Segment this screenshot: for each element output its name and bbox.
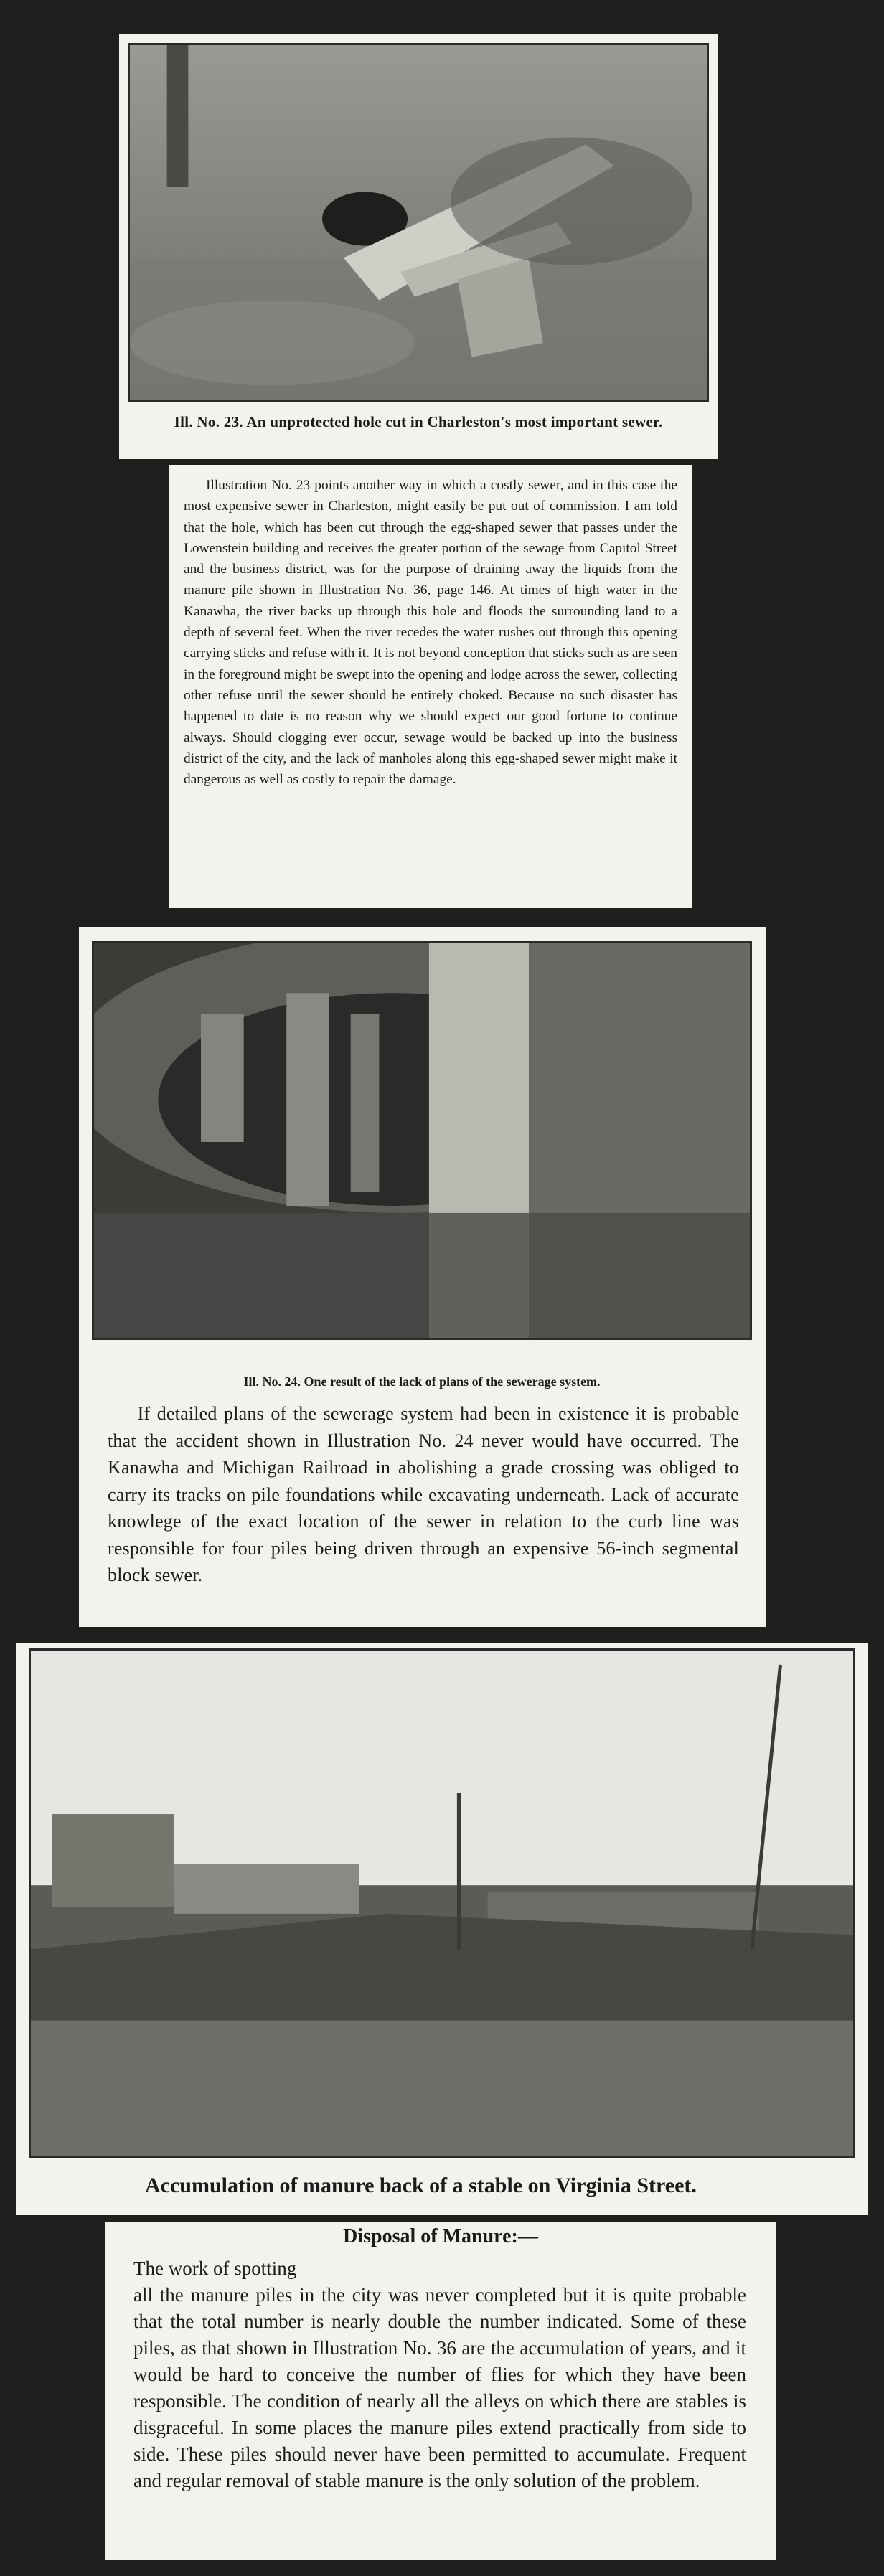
paragraph-text: Illustration No. 23 points another way in which a costly sewer, and in this case the most expensive sewer in Charleston, might easily be put out of commission. I am told that the hole, which has been cut through the egg-shaped sewer that passes under the Lowenstein building and receives the greater portion of the sewage from Capitol Street and the business district, was for the purpose of draining away the liquids from the manure pile shown in Illustration No. 36, page 146. At times of high water in the Kanawha, the river backs up through this hole and floods the surrounding land to a depth of several feet. When the river recedes the water rushes out through this opening carrying sticks and refuse with it. It is not beyond conception that sticks such as are seen in the foreground might be swept into the opening and lodge across the sewer, collecting other refuse until the sewer should be entirely choked. Because no such disaster has happened to date is no reason why we should expect our good fortune to continue always. Should clogging ever occur, sewage would be backed up into the business district of the city, and the lack of manholes along this egg-shaped sewer might make it dangerous as well as costly to repair the damage. [184, 478, 677, 788]
photo-caption-ill-24: Ill. No. 24. One result of the lack of plans of the sewerage system. [243, 1374, 601, 1389]
photo-stable [29, 1648, 855, 2158]
photo-caption-ill-23: Ill. No. 23. An unprotected hole cut in Charleston's most important sewer. [174, 413, 663, 430]
photo-ill-23 [128, 43, 709, 402]
text-panel-ill-23 [169, 465, 692, 908]
paragraph-text: all the manure piles in the city was never completed but it is quite probable that the total number is nearly double the number indicated. Some of these piles, as that shown in Illustration No. 36 are the accumulation of years, and it would be hard to conceive the number of flies for which they have been responsible. The condition of nearly all the alleys on which there are stables is disgraceful. In some places the manure piles extend practically from side to side. These piles should never have been permitted to accumulate. Frequent and regular removal of stable manure is the only solution of the problem. [133, 2284, 746, 2491]
paragraph-ill-24 [108, 1400, 739, 1589]
section-heading: Disposal of Manure:— [343, 2225, 538, 2247]
photo-panel-ill-24 [79, 927, 766, 1627]
photo-panel-ill-23 [119, 34, 718, 459]
paragraph-text: If detailed plans of the sewerage system had been in existence it is probable that the accident shown in Illustration No. 24 never would have occurred. The Kanawha and Michigan Railroad in abolishing a grade crossing was obliged to carry its tracks on pile foundations while excavating underneath. Lack of accurate knowlege of the exact location of the sewer in relation to the curb line was responsible for four piles being driven through an expensive 56-inch segmental block sewer. [108, 1403, 739, 1585]
paragraph-first-line: The work of spotting [133, 2257, 297, 2279]
photo-ill-24 [92, 941, 752, 1340]
photo-caption-stable: Accumulation of manure back of a stable on Virginia Street. [145, 2174, 697, 2197]
text-panel-manure [105, 2222, 776, 2560]
paragraph-manure [133, 2255, 746, 2494]
paragraph-ill-23 [184, 475, 677, 790]
photo-panel-stable [16, 1643, 868, 2215]
